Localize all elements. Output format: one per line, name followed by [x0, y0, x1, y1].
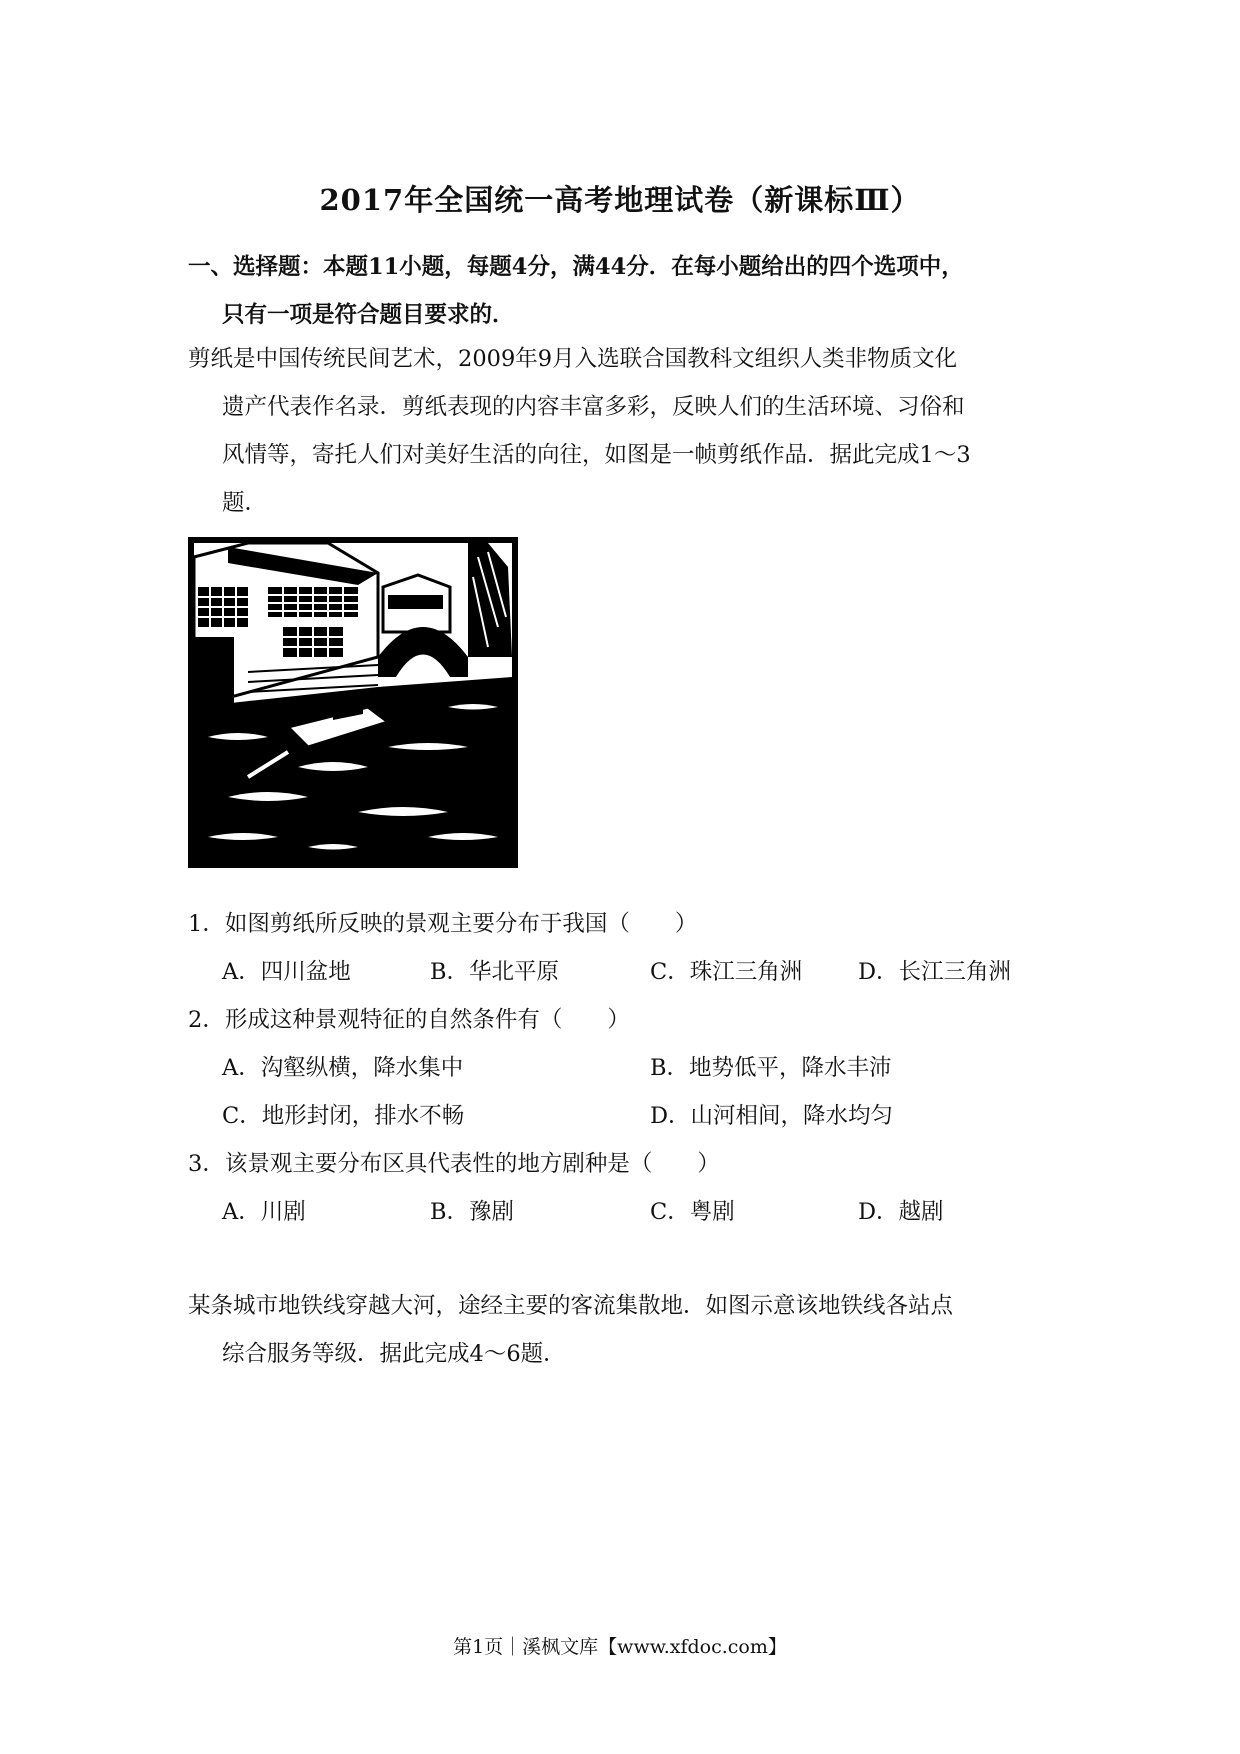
section-heading-line: 只有一项是符合题目要求的．: [222, 302, 515, 328]
question-3-option-d[interactable]: D．越剧: [858, 1199, 944, 1225]
question-3-stem: 3．该景观主要分布区具代表性的地方剧种是（ ）: [188, 1151, 720, 1177]
question-2-option-d[interactable]: D．山河相间，降水均匀: [650, 1103, 894, 1129]
passage-line: 风情等，寄托人们对美好生活的向往，如图是一帧剪纸作品．据此完成1～3: [222, 442, 971, 468]
section-heading-line: 一、选择题：本题11小题，每题4分，满44分．在每小题给出的四个选项中，: [188, 254, 964, 280]
question-3-option-a[interactable]: A．川剧: [222, 1199, 306, 1225]
passage-line: 综合服务等级．据此完成4～6题．: [222, 1341, 566, 1367]
passage-subway: [188, 1282, 1088, 1378]
question-2-option-a[interactable]: A．沟壑纵横，降水集中: [222, 1055, 464, 1081]
question-2-stem: 2．形成这种景观特征的自然条件有（ ）: [188, 1007, 630, 1033]
question-3-option-c[interactable]: C．粤剧: [650, 1199, 735, 1225]
paper-cutting-image: [188, 537, 518, 868]
page-footer: 第1页｜溪枫文库【www.xfdoc.com】: [453, 1636, 787, 1658]
question-2-option-c[interactable]: C．地形封闭，排水不畅: [222, 1103, 465, 1129]
question-1-stem: 1．如图剪纸所反映的景观主要分布于我国（ ）: [188, 911, 698, 937]
passage-line: 某条城市地铁线穿越大河，途经主要的客流集散地．如图示意该地铁线各站点: [188, 1293, 954, 1319]
question-1-option-c[interactable]: C．珠江三角洲: [650, 959, 803, 985]
passage-line: 遗产代表作名录．剪纸表现的内容丰富多彩，反映人们的生活环境、习俗和: [222, 394, 965, 420]
question-1-option-d[interactable]: D．长江三角洲: [858, 959, 1012, 985]
section-heading: [188, 243, 1068, 339]
question-1-option-a[interactable]: A．四川盆地: [222, 959, 351, 985]
question-3-option-b[interactable]: B．豫剧: [430, 1199, 515, 1225]
passage-paper-cutting: [188, 335, 1088, 527]
passage-line: 题．: [222, 490, 268, 516]
page-title: 2017年全国统一高考地理试卷（新课标Ⅲ）: [319, 183, 921, 217]
passage-line: 剪纸是中国传统民间艺术，2009年9月入选联合国教科文组织人类非物质文化: [188, 346, 958, 372]
question-1-option-b[interactable]: B．华北平原: [430, 959, 560, 985]
question-2-option-b[interactable]: B．地势低平，降水丰沛: [650, 1055, 892, 1081]
